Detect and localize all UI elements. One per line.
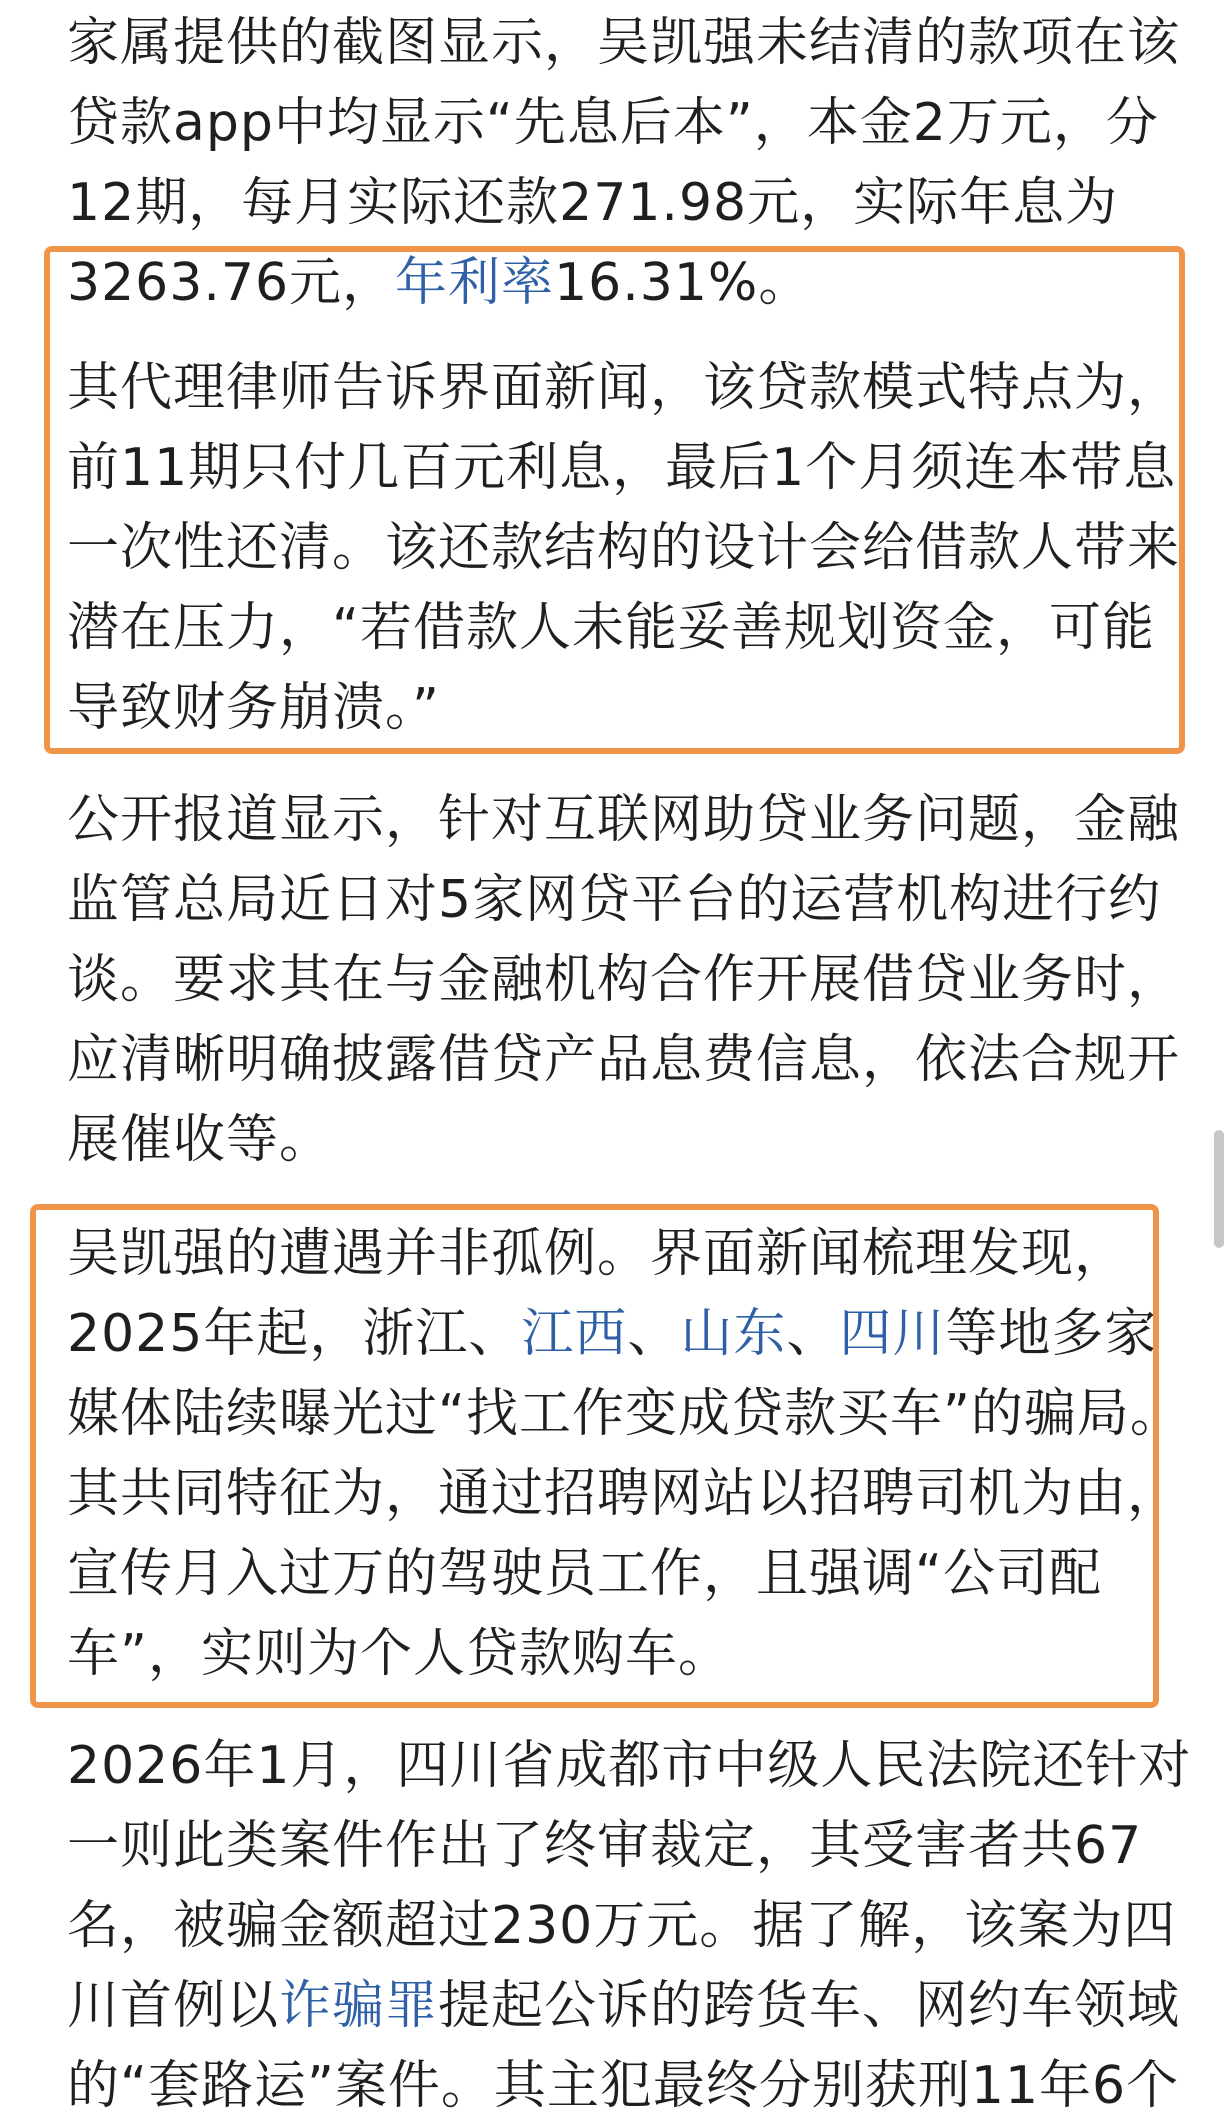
text-span: 提起公诉的跨货车、网约车领域: [438, 1976, 1181, 2036]
link-sichuan[interactable]: 四川: [839, 1304, 946, 1364]
link-shandong[interactable]: 山东: [680, 1304, 787, 1364]
text-span: 16.31%。: [554, 253, 812, 313]
paragraph-line: 谈。要求其在与金融机构合作开展借贷业务时，: [67, 950, 1181, 1010]
text-span: 2025年起，浙江、: [67, 1304, 522, 1364]
paragraph-line: 其共同特征为，通过招聘网站以招聘司机为由，: [67, 1464, 1181, 1524]
text-span: 3263.76元，: [67, 253, 396, 313]
paragraph-line: 监管总局近日对5家网贷平台的运营机构进行约: [67, 870, 1162, 930]
paragraph-line: 宣传月入过万的驾驶员工作，且强调“公司配: [67, 1544, 1102, 1604]
paragraph-line: 名，被骗金额超过230万元。据了解，该案为四: [67, 1896, 1177, 1956]
text-span: 等地多家: [945, 1304, 1158, 1364]
paragraph-line: 前11期只付几百元利息，最后1个月须连本带息: [67, 438, 1177, 498]
paragraph-line: 贷款app中均显示“先息后本”，本金2万元，分: [67, 93, 1159, 153]
highlight-box: [30, 1204, 1159, 1708]
paragraph-line: 车”，实则为个人贷款购车。: [67, 1624, 731, 1684]
paragraph-line: 2026年1月，四川省成都市中级人民法院还针对: [67, 1736, 1192, 1796]
scrollbar[interactable]: [1214, 1130, 1224, 1248]
paragraph-line: 一则此类案件作出了终审裁定，其受害者共67: [67, 1816, 1143, 1876]
paragraph-line: 潜在压力，“若借款人未能妥善规划资金，可能: [67, 598, 1155, 658]
paragraph-line: 吴凯强的遭遇并非孤例。界面新闻梳理发现，: [67, 1224, 1128, 1284]
text-span: 、: [627, 1304, 681, 1364]
paragraph-line: 其代理律师告诉界面新闻，该贷款模式特点为，: [67, 358, 1181, 418]
highlight-box: [44, 246, 1185, 754]
paragraph-line: 媒体陆续曝光过“找工作变成贷款买车”的骗局。: [67, 1384, 1183, 1444]
link-jiangxi[interactable]: 江西: [521, 1304, 628, 1364]
link-annual-rate[interactable]: 年利率: [395, 253, 555, 313]
paragraph-line: 展催收等。: [67, 1110, 333, 1170]
paragraph-line: 家属提供的截图显示，吴凯强未结清的款项在该: [67, 13, 1181, 73]
paragraph-line: 应清晰明确披露借贷产品息费信息，依法合规开: [67, 1030, 1181, 1090]
text-span: 川首例以: [67, 1976, 280, 2036]
paragraph-line: 导致财务崩溃。”: [67, 678, 440, 738]
link-fraud-crime[interactable]: 诈骗罪: [279, 1976, 439, 2036]
text-span: 、: [786, 1304, 840, 1364]
paragraph-line: 的“套路运”案件。其主犯最终分别获刑11年6个: [67, 2056, 1180, 2116]
paragraph-line: 一次性还清。该还款结构的设计会给借款人带来: [67, 518, 1181, 578]
paragraph-line: 公开报道显示，针对互联网助贷业务问题，金融: [67, 790, 1181, 850]
paragraph-line: 12期，每月实际还款271.98元，实际年息为: [67, 173, 1119, 233]
paragraph-line: [67, 1966, 1180, 2046]
